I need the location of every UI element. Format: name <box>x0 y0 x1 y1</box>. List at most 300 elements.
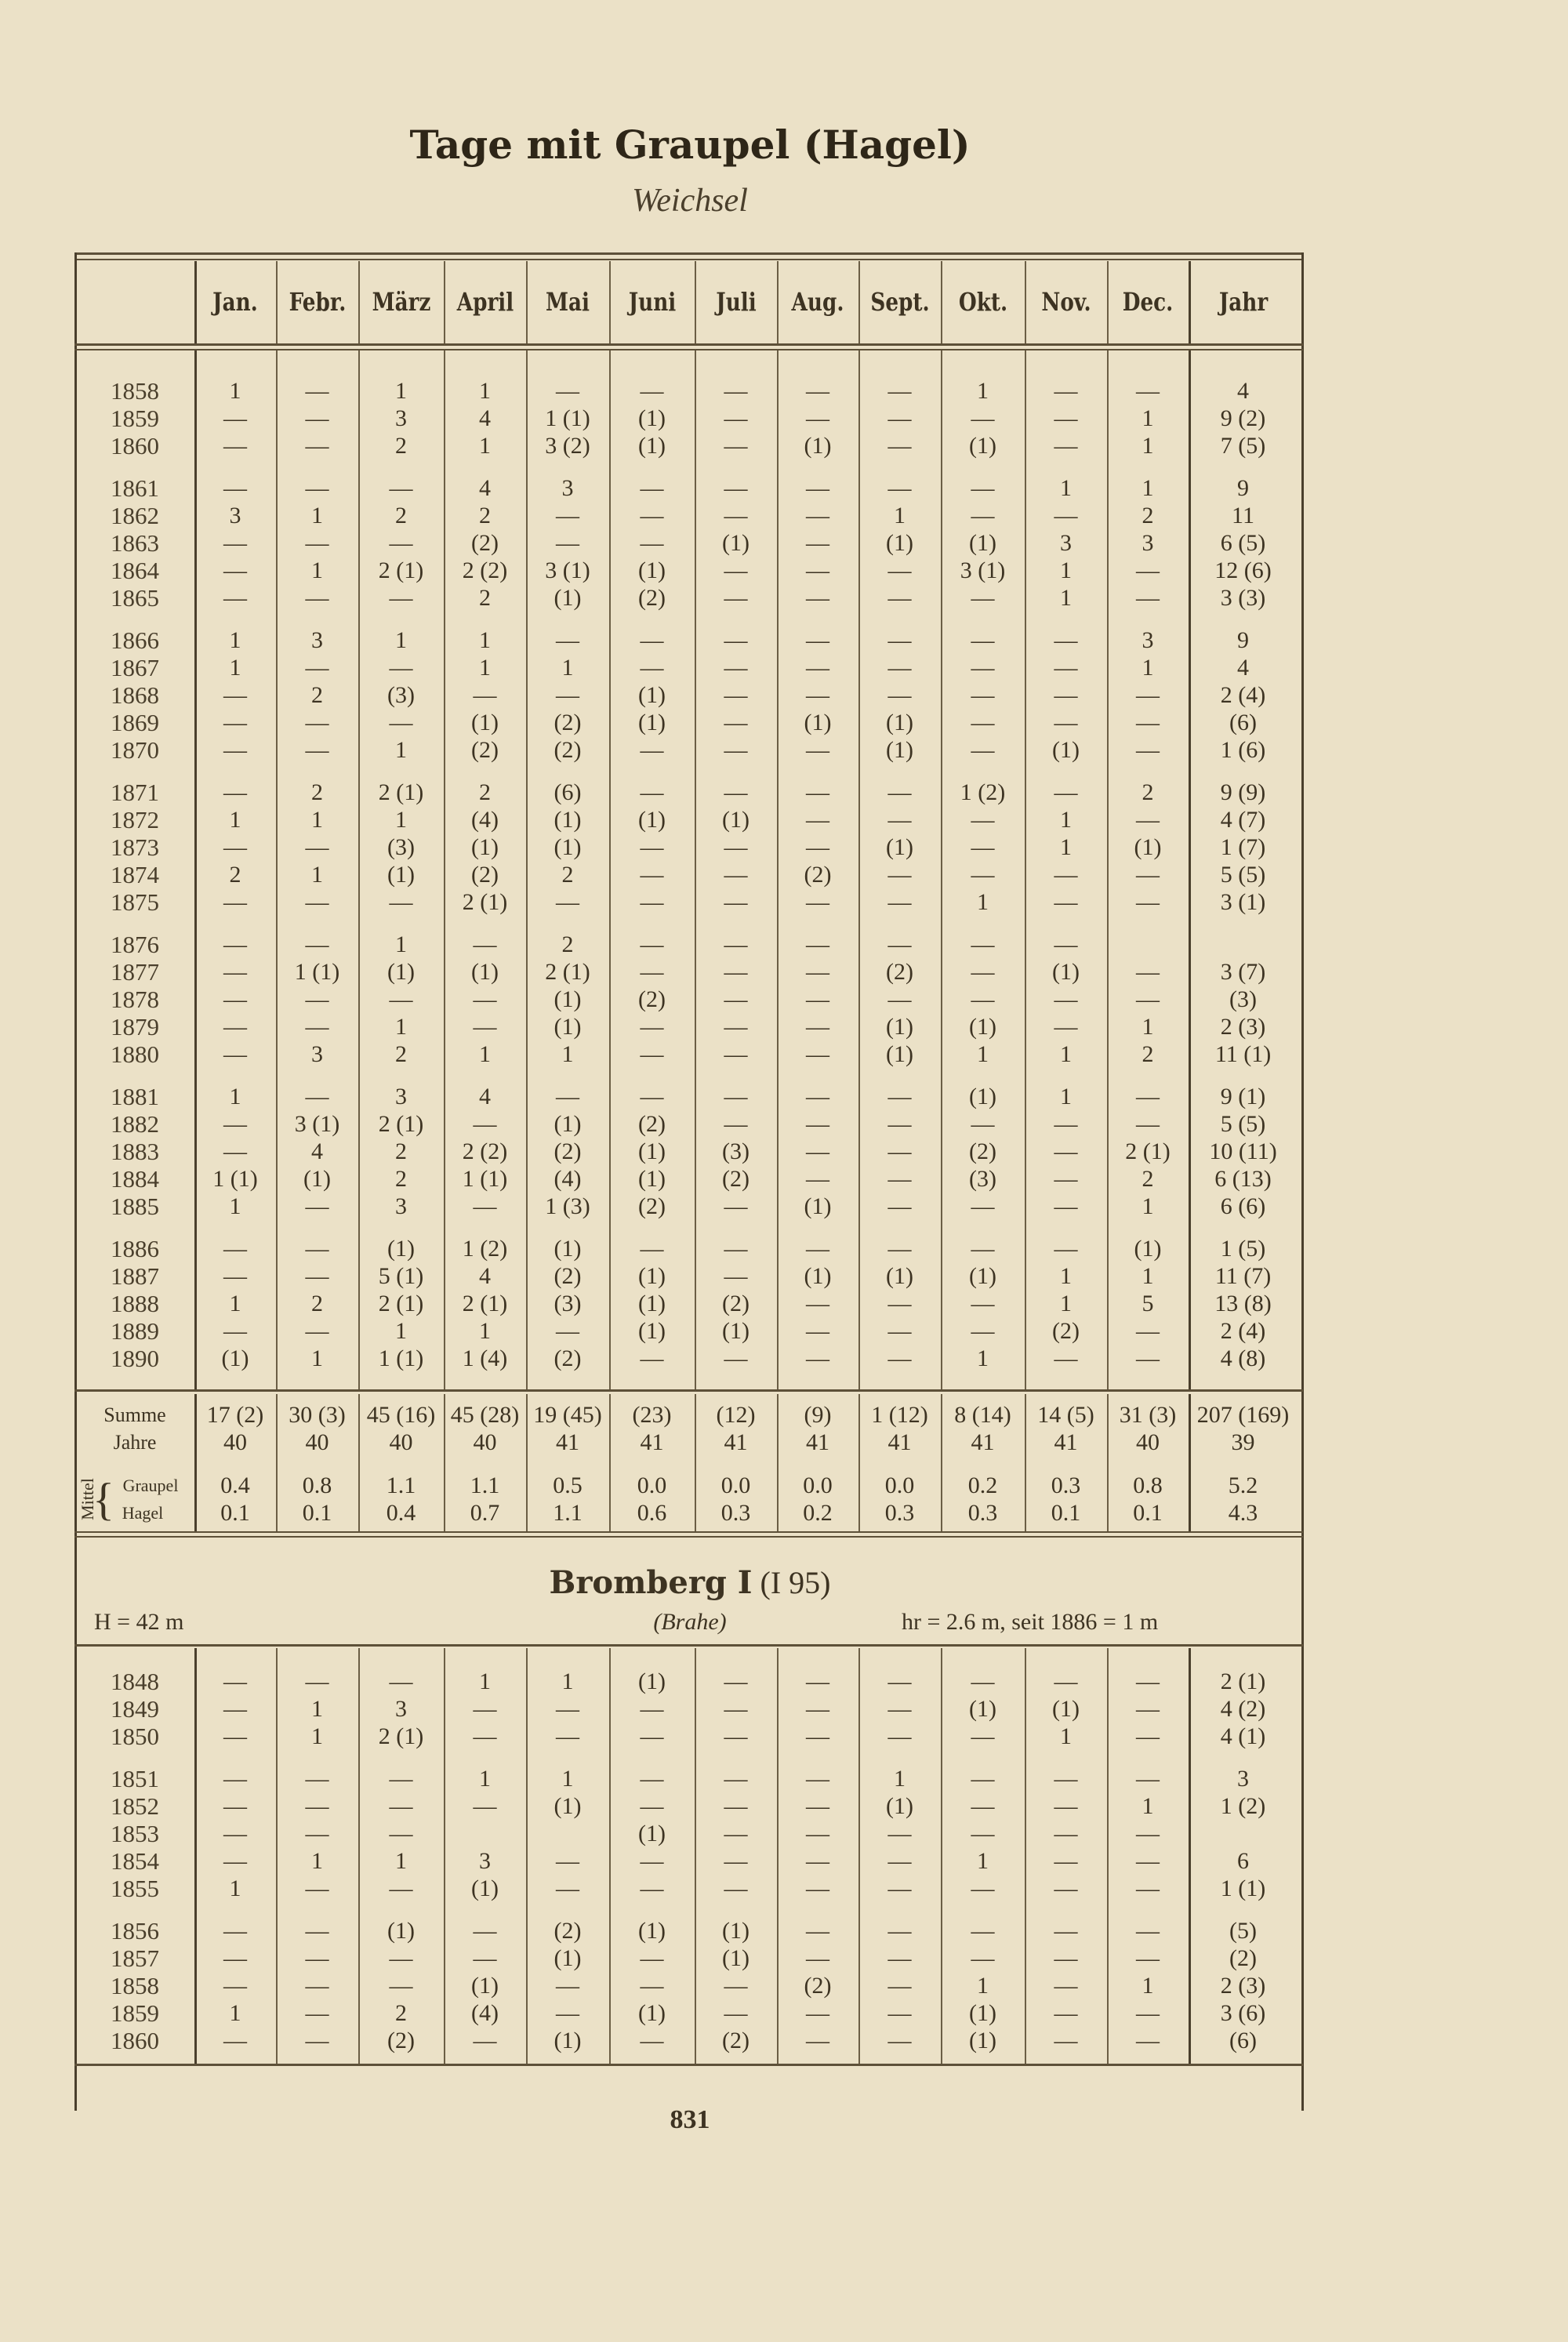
table-cell: — <box>971 1291 995 1316</box>
table-cell: 1 <box>395 931 407 957</box>
table-cell: — <box>1136 682 1160 708</box>
table-cell: (1) <box>638 405 666 432</box>
table-cell: — <box>724 2000 748 2027</box>
table-cell: 1 <box>977 378 989 404</box>
table-cell: — <box>473 1792 497 1819</box>
table-cell: — <box>887 626 912 653</box>
table-cell: — <box>724 1765 748 1792</box>
table-cell: (1) <box>638 1821 666 1846</box>
table-cell: — <box>473 986 497 1012</box>
table-cell: — <box>806 585 829 612</box>
table-cell: — <box>305 1235 329 1262</box>
graupel-value: 0.0 <box>637 1472 667 1498</box>
table-cell: — <box>556 1318 579 1345</box>
table-cell: 10 (11) <box>1209 1138 1277 1164</box>
table-cell: — <box>305 1944 329 1971</box>
row-year: 1884 <box>111 1165 159 1193</box>
table-cell: — <box>305 474 329 501</box>
table-cell: — <box>473 2028 497 2054</box>
table-cell: — <box>1054 378 1078 404</box>
column-rule <box>526 350 528 1392</box>
table-cell: 3 (6) <box>1220 2000 1266 2027</box>
table-cell: (1) <box>886 834 913 860</box>
table-cell: — <box>305 1973 329 1999</box>
table-cell: 4 (1) <box>1220 1723 1266 1750</box>
table-cell: 1 <box>977 1848 989 1875</box>
row-year: 1885 <box>111 1193 159 1221</box>
table-cell: (2) <box>471 737 499 764</box>
table-cell: — <box>724 1345 748 1372</box>
table-cell: — <box>887 1875 912 1902</box>
table-cell: (1) <box>804 1262 832 1289</box>
table-cell: (1) <box>886 1262 913 1289</box>
row-year: 1848 <box>111 1668 159 1695</box>
column-rule <box>1189 350 1191 1392</box>
table-cell: (1) <box>722 806 750 833</box>
table-cell: 2 (1) <box>545 958 590 985</box>
table-cell: — <box>887 433 912 459</box>
table-cell: — <box>887 1166 912 1193</box>
jahre-label: Jahre <box>113 1431 157 1454</box>
graupel-value: 5.2 <box>1228 1472 1258 1498</box>
column-rule <box>444 350 445 1392</box>
column-header: Juli <box>715 287 757 317</box>
table-cell: (1) <box>1134 1235 1162 1262</box>
table-cell: — <box>1136 862 1160 888</box>
table-cell: — <box>305 378 329 404</box>
table-cell: — <box>724 1668 748 1694</box>
table-cell: — <box>887 1193 912 1220</box>
table-cell: 1 <box>395 1014 407 1040</box>
page-number: 831 <box>670 2105 710 2134</box>
table-cell: 1 <box>311 1723 323 1750</box>
table-cell: — <box>1136 1083 1160 1109</box>
table-cell: — <box>1054 1193 1078 1220</box>
table-cell: 2 <box>561 931 574 957</box>
table-cell: 1 (6) <box>1220 737 1266 764</box>
table-cell: — <box>724 986 748 1012</box>
table-cell: — <box>223 433 247 459</box>
section2-column-rule <box>1025 1648 1026 2064</box>
table-cell: — <box>223 557 247 584</box>
table-cell: (1) <box>638 1668 666 1694</box>
table-cell: — <box>556 1083 579 1109</box>
table-cell: 1 (1) <box>545 405 590 432</box>
table-cell: (3) <box>722 1138 750 1164</box>
table-cell: — <box>806 2000 829 2027</box>
table-cell: (1) <box>886 1792 913 1819</box>
graupel-value: 0.3 <box>1051 1472 1081 1498</box>
table-cell: — <box>556 682 579 708</box>
table-cell: 1 <box>1142 433 1154 459</box>
table-cell: (1) <box>471 1875 499 1902</box>
table-cell: — <box>223 1944 247 1971</box>
table-cell: — <box>887 1235 912 1262</box>
table-cell: (1) <box>1052 737 1080 764</box>
table-cell: — <box>806 889 829 916</box>
table-cell: — <box>724 931 748 957</box>
table-cell: — <box>971 405 995 432</box>
table-cell: 2 (1) <box>1220 1668 1266 1694</box>
table-cell: — <box>305 405 329 432</box>
row-year: 1871 <box>111 778 159 806</box>
table-cell: (1) <box>638 557 666 584</box>
summary-column-rule <box>1189 1394 1191 1533</box>
table-cell: — <box>223 1723 247 1750</box>
row-year: 1888 <box>111 1290 159 1317</box>
table-cell: 2 (3) <box>1220 1973 1266 1999</box>
table-cell: 3 (2) <box>545 433 590 459</box>
graupel-value: 0.8 <box>302 1472 332 1498</box>
table-cell: (3) <box>1229 986 1257 1012</box>
table-cell: — <box>806 1668 829 1694</box>
row-year: 1852 <box>111 1792 159 1820</box>
graupel-value: 1.1 <box>470 1472 500 1498</box>
table-cell: — <box>971 626 995 653</box>
table-cell: 2 (1) <box>462 1291 508 1316</box>
table-cell: — <box>389 1875 413 1902</box>
table-cell: — <box>640 1083 664 1109</box>
table-cell: — <box>305 931 329 957</box>
column-header: März <box>372 287 430 317</box>
section-rule <box>74 1536 1303 1538</box>
table-cell: (1) <box>886 710 913 736</box>
table-cell: (1) <box>554 986 582 1012</box>
table-cell: — <box>389 530 413 556</box>
table-cell: — <box>223 1792 247 1819</box>
table-cell: (2) <box>554 1138 582 1164</box>
hagel-label: Hagel <box>122 1503 164 1523</box>
table-cell: — <box>305 1262 329 1289</box>
table-cell: — <box>640 889 664 916</box>
table-cell: (1) <box>804 433 832 459</box>
summe-value: 45 (28) <box>450 1402 520 1428</box>
table-cell: — <box>887 1668 912 1694</box>
header-column-rule <box>276 261 278 345</box>
header-column-rule <box>858 261 860 345</box>
table-cell: — <box>556 626 579 653</box>
table-cell: 5 (5) <box>1220 1110 1266 1137</box>
table-cell: — <box>724 862 748 888</box>
table-cell: — <box>389 654 413 681</box>
table-cell: — <box>806 779 829 805</box>
table-cell: (1) <box>804 1193 832 1220</box>
table-cell: — <box>971 1765 995 1792</box>
table-cell: (1) <box>638 2000 666 2027</box>
table-cell: — <box>724 710 748 736</box>
table-cell: (1) <box>804 710 832 736</box>
jahre-value: 41 <box>806 1429 829 1455</box>
table-cell: 11 (7) <box>1214 1262 1272 1289</box>
table-cell: — <box>223 986 247 1012</box>
table-cell: 1 <box>1060 806 1072 833</box>
table-cell: (1) <box>638 433 666 459</box>
table-cell: 2 <box>1142 502 1154 528</box>
table-cell: — <box>640 378 664 404</box>
table-cell: — <box>389 1944 413 1971</box>
table-cell: — <box>473 1014 497 1040</box>
table-cell: — <box>806 931 829 957</box>
row-year: 1890 <box>111 1345 159 1373</box>
table-cell: — <box>1136 1110 1160 1137</box>
table-cell: — <box>806 958 829 985</box>
table-cell: 4 <box>479 474 491 501</box>
table-cell: — <box>887 889 912 916</box>
table-cell: — <box>724 737 748 764</box>
header-column-rule <box>194 261 197 345</box>
table-cell: (1) <box>554 1110 582 1137</box>
table-cell: 4 <box>479 1262 491 1289</box>
section2-column-rule <box>941 1648 942 2064</box>
hagel-value: 4.3 <box>1228 1500 1258 1526</box>
hagel-value: 0.3 <box>967 1500 998 1526</box>
table-cell: (1) <box>886 1041 913 1068</box>
table-cell: 1 <box>894 1765 906 1792</box>
table-cell: 1 <box>229 1193 241 1220</box>
table-cell: — <box>223 779 247 805</box>
row-year: 1856 <box>111 1916 159 1944</box>
table-cell: (1) <box>221 1345 249 1372</box>
table-cell: — <box>640 1973 664 1999</box>
table-cell: 3 <box>561 474 574 501</box>
column-rule <box>1107 350 1109 1392</box>
table-cell: — <box>887 1138 912 1164</box>
table-cell: — <box>389 474 413 501</box>
table-cell: 6 (6) <box>1220 1193 1266 1220</box>
table-cell: — <box>806 1765 829 1792</box>
table-cell: 1 <box>561 1041 574 1068</box>
hagel-value: 0.6 <box>637 1500 667 1526</box>
table-cell: — <box>640 1696 664 1723</box>
table-cell: — <box>556 1723 579 1750</box>
table-cell: — <box>1136 1875 1160 1902</box>
table-cell: — <box>305 737 329 764</box>
table-cell: (1) <box>1052 1696 1080 1723</box>
table-cell: — <box>887 1110 912 1137</box>
table-cell: — <box>223 931 247 957</box>
table-cell: — <box>389 1765 413 1792</box>
table-cell: (2) <box>1052 1318 1080 1345</box>
table-cell: — <box>724 1014 748 1040</box>
table-cell: — <box>640 626 664 653</box>
table-cell: 1 <box>311 1345 323 1372</box>
table-cell: 2 (3) <box>1220 1014 1266 1040</box>
table-cell: — <box>724 1973 748 1999</box>
table-cell: 6 (5) <box>1220 530 1266 556</box>
table-cell: — <box>1136 1917 1160 1944</box>
table-cell: — <box>724 378 748 404</box>
table-cell: — <box>806 1318 829 1345</box>
table-cell: — <box>640 1345 664 1372</box>
table-cell: — <box>223 1765 247 1792</box>
table-cell: 2 (4) <box>1220 682 1266 708</box>
table-cell: 4 <box>311 1138 323 1164</box>
summe-value: 207 (169) <box>1196 1402 1290 1428</box>
table-cell: — <box>1136 806 1160 833</box>
table-cell: — <box>1054 779 1078 805</box>
table-cell: 2 <box>395 502 407 528</box>
hagel-value: 0.3 <box>884 1500 915 1526</box>
table-cell: — <box>473 1917 497 1944</box>
table-cell: — <box>887 585 912 612</box>
table-cell: (1) <box>638 1318 666 1345</box>
table-cell: (1) <box>471 710 499 736</box>
header-column-rule <box>1107 261 1109 345</box>
table-cell: — <box>305 889 329 916</box>
row-year: 1881 <box>111 1082 159 1110</box>
table-cell: 1 <box>229 378 241 404</box>
table-cell: 2 <box>1142 1041 1154 1068</box>
table-cell: 2 <box>311 682 323 708</box>
table-cell: — <box>971 1875 995 1902</box>
table-cell: 4 <box>1237 654 1249 681</box>
table-cell: — <box>1136 1345 1160 1372</box>
table-cell: — <box>724 1041 748 1068</box>
table-cell: — <box>806 557 829 584</box>
table-cell: 11 (1) <box>1214 1041 1272 1068</box>
table-cell: — <box>1054 1138 1078 1164</box>
table-cell: 2 (1) <box>378 1291 424 1316</box>
graupel-value: 0.0 <box>884 1472 915 1498</box>
table-cell: 3 (1) <box>1220 889 1266 916</box>
table-cell: 1 <box>229 1875 241 1902</box>
table-cell: 1 <box>229 2000 241 2027</box>
table-cell: 2 (1) <box>462 889 508 916</box>
table-cell: 1 (1) <box>294 958 340 985</box>
table-cell: — <box>305 654 329 681</box>
table-cell: — <box>305 986 329 1012</box>
table-cell: — <box>724 557 748 584</box>
table-cell: — <box>223 682 247 708</box>
table-cell: — <box>971 862 995 888</box>
row-year: 1853 <box>111 1820 159 1847</box>
jahre-value: 39 <box>1231 1429 1255 1455</box>
table-cell: 3 <box>311 626 323 653</box>
jahre-value: 41 <box>556 1429 579 1455</box>
table-cell: 13 (8) <box>1214 1291 1272 1316</box>
table-cell: — <box>724 654 748 681</box>
column-rule <box>358 350 360 1392</box>
table-cell: 1 <box>1060 474 1072 501</box>
header-rule <box>74 343 1303 346</box>
table-cell: (2) <box>638 1193 666 1220</box>
table-cell: (2) <box>638 986 666 1012</box>
table-cell: — <box>1054 405 1078 432</box>
table-cell: (3) <box>387 682 415 708</box>
table-cell: — <box>556 502 579 528</box>
header-rule <box>74 349 1303 350</box>
summe-value: 14 (5) <box>1037 1402 1094 1428</box>
jahre-value: 40 <box>389 1429 413 1455</box>
graupel-value: 0.0 <box>803 1472 833 1498</box>
row-year: 1882 <box>111 1109 159 1138</box>
table-cell: — <box>806 806 829 833</box>
table-cell: (1) <box>722 1917 750 1944</box>
section2-column-rule <box>777 1648 779 2064</box>
table-cell: 5 (1) <box>378 1262 424 1289</box>
column-rule <box>1025 350 1026 1392</box>
section2-column-rule <box>609 1648 611 2064</box>
row-year: 1858 <box>111 1972 159 1999</box>
table-cell: 1 <box>229 654 241 681</box>
table-cell: 1 <box>1060 1291 1072 1316</box>
table-cell: 1 <box>311 862 323 888</box>
row-year: 1870 <box>111 736 159 764</box>
table-cell: — <box>305 2028 329 2054</box>
table-cell: — <box>806 626 829 653</box>
table-cell: — <box>1136 958 1160 985</box>
table-cell: 1 <box>894 502 906 528</box>
table-cell: (1) <box>969 2000 996 2027</box>
table-cell: 1 (4) <box>462 1345 508 1372</box>
table-cell: — <box>1054 986 1078 1012</box>
table-cell: — <box>305 530 329 556</box>
table-cell: — <box>305 585 329 612</box>
table-cell: (3) <box>387 834 415 860</box>
table-cell: — <box>223 958 247 985</box>
table-cell: 2 <box>479 502 491 528</box>
table-cell: 3 <box>229 502 241 528</box>
table-cell: — <box>806 1848 829 1875</box>
table-cell: 2 (2) <box>462 557 508 584</box>
table-cell: — <box>640 1848 664 1875</box>
table-cell: (1) <box>969 1262 996 1289</box>
row-year: 1863 <box>111 529 159 557</box>
header-column-rule <box>609 261 611 345</box>
table-cell: 4 (8) <box>1220 1345 1266 1372</box>
section2-column-rule <box>526 1648 528 2064</box>
table-cell: — <box>971 834 995 860</box>
row-year: 1860 <box>111 432 159 460</box>
table-cell: (1) <box>471 958 499 985</box>
header-column-rule <box>1025 261 1026 345</box>
table-cell: 4 <box>479 405 491 432</box>
table-cell: — <box>724 474 748 501</box>
section2-column-rule <box>1107 1648 1109 2064</box>
table-cell: — <box>556 889 579 916</box>
table-cell: (2) <box>554 1345 582 1372</box>
table-cell: 1 (2) <box>960 779 1006 805</box>
table-cell: — <box>806 1014 829 1040</box>
table-cell: — <box>887 557 912 584</box>
station-river: (Brahe) <box>653 1609 727 1635</box>
table-cell: (1) <box>554 806 582 833</box>
table-cell: (1) <box>471 834 499 860</box>
row-year: 1875 <box>111 888 159 917</box>
table-cell: — <box>887 1821 912 1846</box>
table-cell: — <box>887 378 912 404</box>
table-cell: 1 (1) <box>378 1345 424 1372</box>
table-cell: — <box>223 1821 247 1846</box>
table-cell: — <box>971 737 995 764</box>
table-cell: — <box>887 1723 912 1750</box>
table-cell: — <box>724 889 748 916</box>
table-cell: — <box>724 1848 748 1875</box>
table-cell: (1) <box>387 1235 415 1262</box>
table-cell: — <box>1054 1235 1078 1262</box>
table-cell: (2) <box>886 958 913 985</box>
summe-value: (12) <box>716 1402 756 1428</box>
table-cell: — <box>1136 557 1160 584</box>
table-cell: — <box>806 1917 829 1944</box>
row-year: 1865 <box>111 584 159 612</box>
table-cell: — <box>971 1944 995 1971</box>
summe-value: 31 (3) <box>1119 1402 1177 1428</box>
table-cell: 2 <box>395 433 407 459</box>
table-cell: — <box>389 889 413 916</box>
table-cell: — <box>1136 378 1160 404</box>
table-cell: — <box>971 710 995 736</box>
